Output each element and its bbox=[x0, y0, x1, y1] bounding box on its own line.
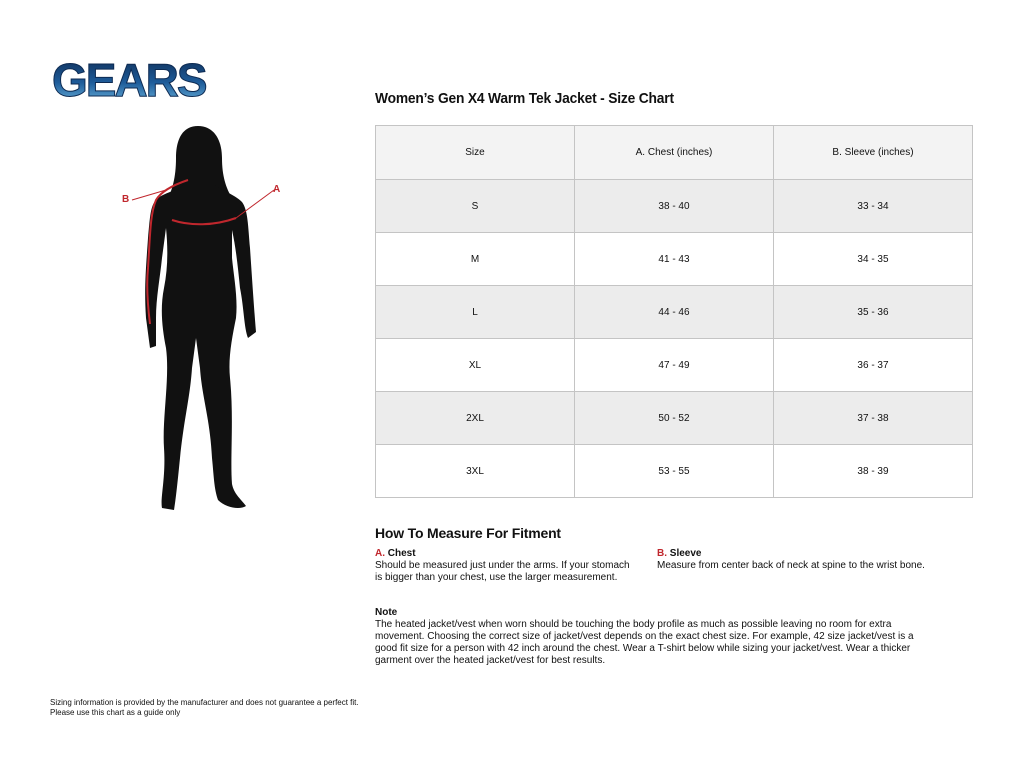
cell-size: 3XL bbox=[376, 445, 575, 498]
sleeve-text: Measure from center back of neck at spine to the wrist bone. bbox=[657, 560, 925, 571]
cell-sleeve: 37 - 38 bbox=[774, 392, 973, 445]
cell-chest: 50 - 52 bbox=[575, 392, 774, 445]
header-sleeve: B. Sleeve (inches) bbox=[774, 126, 973, 180]
cell-size: 2XL bbox=[376, 392, 575, 445]
disclaimer-line-1: Sizing information is provided by the manufacturer and does not guarantee a perfect fit. bbox=[50, 698, 359, 707]
cell-sleeve: 33 - 34 bbox=[774, 180, 973, 233]
cell-size: S bbox=[376, 180, 575, 233]
sleeve-label: Sleeve bbox=[669, 548, 702, 559]
label-b: B bbox=[122, 194, 130, 205]
cell-chest: 41 - 43 bbox=[575, 233, 774, 286]
disclaimer-line-2: Please use this chart as a guide only bbox=[50, 708, 181, 717]
chest-text: Should be measured just under the arms. If your stomach is bigger than your chest, use the larger measurement. bbox=[375, 560, 630, 583]
cell-size: L bbox=[376, 286, 575, 339]
table-row bbox=[376, 233, 973, 286]
note-block bbox=[375, 607, 935, 667]
woman-silhouette-icon bbox=[110, 118, 300, 518]
table-header-row bbox=[376, 126, 973, 180]
gears-logo bbox=[50, 50, 210, 112]
brand-wordmark: GEARS bbox=[52, 54, 206, 106]
cell-chest: 47 - 49 bbox=[575, 339, 774, 392]
table-row bbox=[376, 339, 973, 392]
cell-size: XL bbox=[376, 339, 575, 392]
chest-label: Chest bbox=[387, 548, 416, 559]
cell-sleeve: 36 - 37 bbox=[774, 339, 973, 392]
measure-title: How To Measure For Fitment bbox=[375, 525, 561, 541]
chest-instructions bbox=[375, 548, 635, 584]
table-row bbox=[376, 445, 973, 498]
disclaimer bbox=[50, 698, 359, 718]
sleeve-instructions bbox=[657, 548, 957, 572]
cell-sleeve: 35 - 36 bbox=[774, 286, 973, 339]
label-a: A bbox=[273, 184, 281, 195]
cell-sleeve: 38 - 39 bbox=[774, 445, 973, 498]
cell-size: M bbox=[376, 233, 575, 286]
cell-chest: 38 - 40 bbox=[575, 180, 774, 233]
table-row bbox=[376, 180, 973, 233]
note-label: Note bbox=[375, 607, 398, 618]
size-chart-table bbox=[375, 125, 973, 498]
cell-chest: 53 - 55 bbox=[575, 445, 774, 498]
header-chest: A. Chest (inches) bbox=[575, 126, 774, 180]
chest-letter: A. bbox=[375, 548, 385, 559]
note-text: The heated jacket/vest when worn should be touching the body profile as much as possible leaving no room for extra movement. Choosing the correct size of jacket/vest depends on the exact chest size. For example, 42 size jacket/vest is a good fit size for a person with 42 inch around the chest. Wear a T-shirt below while sizing your jacket/vest. Wear a thicker garment over the heated jacket/vest for best results. bbox=[375, 619, 914, 666]
header-size: Size bbox=[376, 126, 575, 180]
body-figure bbox=[110, 118, 300, 518]
table-row bbox=[376, 286, 973, 339]
cell-sleeve: 34 - 35 bbox=[774, 233, 973, 286]
sleeve-letter: B. bbox=[657, 548, 667, 559]
cell-chest: 44 - 46 bbox=[575, 286, 774, 339]
table-row bbox=[376, 392, 973, 445]
page-title: Women’s Gen X4 Warm Tek Jacket - Size Chart bbox=[375, 90, 674, 107]
